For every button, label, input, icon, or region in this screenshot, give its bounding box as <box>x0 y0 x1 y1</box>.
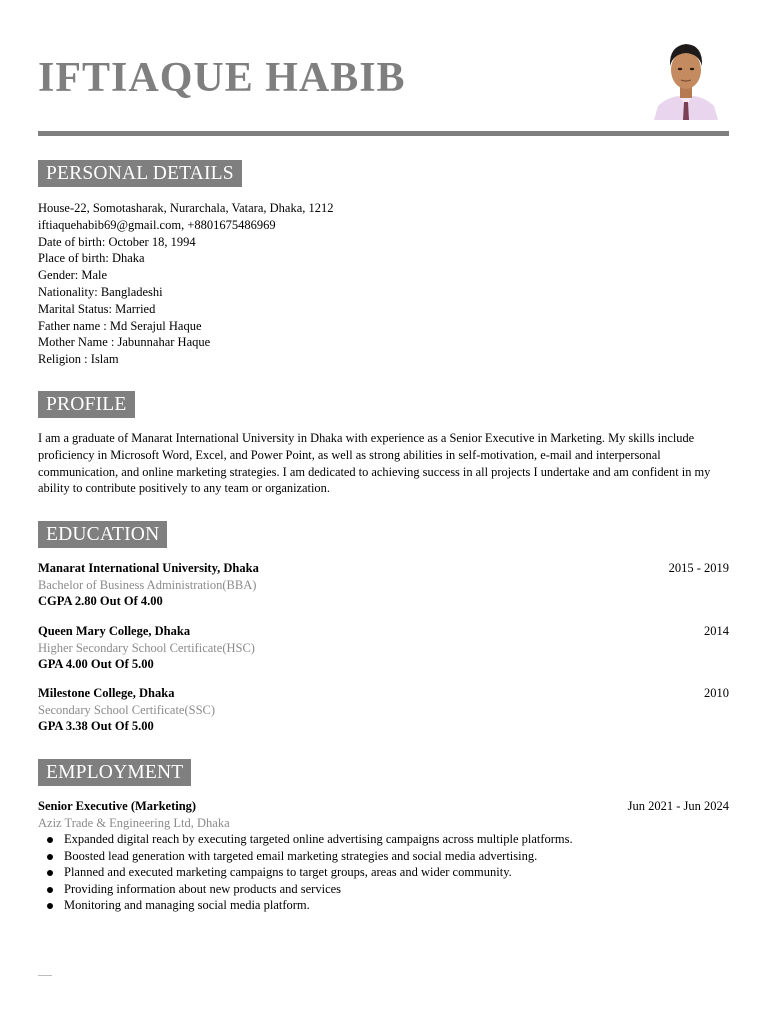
education-school: Manarat International University, Dhaka <box>38 561 259 575</box>
gender-line: Gender: Male <box>38 268 108 283</box>
section-heading-profile: PROFILE <box>38 391 135 418</box>
duty-text: Providing information about new products and services <box>64 881 342 896</box>
place-of-birth-line: Place of birth: Dhaka <box>38 251 145 266</box>
education-grade: GPA 3.38 Out Of 5.00 <box>38 719 154 733</box>
bullet-icon <box>47 887 53 893</box>
duty-text: Boosted lead generation with targeted email marketing strategies and social media advertising. <box>64 848 538 863</box>
duty-text: Expanded digital reach by executing targeted online advertising campaigns across multiple platforms. <box>64 832 573 846</box>
education-grade: GPA 4.00 Out Of 5.00 <box>38 657 154 671</box>
education-years: 2010 <box>704 686 729 700</box>
list-item <box>38 864 729 881</box>
bullet-icon <box>47 870 53 876</box>
candidate-name: IFTIAQUE HABIB <box>38 55 406 101</box>
list-item <box>38 848 729 865</box>
education-school: Milestone College, Dhaka <box>38 686 175 700</box>
profile-summary: I am a graduate of Manarat International University in Dhaka with experience as a Senior Executive in Marketing. My skills include proficiency in Microsoft Word, Excel, and Power Point, as well as strong abilities in self-motivation, e-mail and interpersonal communication, and online marketing strategies. I am dedicated to achieving success in all projects I undertake and am confident in my ability to contribute positively to any team or organization. <box>38 431 711 496</box>
education-entry <box>38 623 729 673</box>
footer-mark <box>38 975 52 976</box>
father-name-line: Father name : Md Serajul Haque <box>38 318 202 333</box>
nationality-line: Nationality: Bangladeshi <box>38 284 163 299</box>
contact-line: iftiaquehabib69@gmail.com, +8801675486969 <box>38 217 276 232</box>
employment-entry <box>38 798 729 914</box>
education-degree: Higher Secondary School Certificate(HSC) <box>38 640 255 655</box>
date-of-birth-line: Date of birth: October 18, 1994 <box>38 234 196 249</box>
company-name: Aziz Trade & Engineering Ltd, Dhaka <box>38 815 230 830</box>
education-school: Queen Mary College, Dhaka <box>38 624 191 638</box>
bullet-icon <box>47 854 53 860</box>
section-heading-education: EDUCATION <box>38 521 167 548</box>
education-degree: Bachelor of Business Administration(BBA) <box>38 577 257 592</box>
list-item <box>38 897 729 914</box>
duty-text: Monitoring and managing social media platform. <box>64 898 310 912</box>
address-line: House-22, Somotasharak, Nurarchala, Vatara, Dhaka, 1212 <box>38 201 334 215</box>
marital-status-line: Marital Status: Married <box>38 301 156 316</box>
education-grade: CGPA 2.80 Out Of 4.00 <box>38 594 163 608</box>
bullet-icon <box>47 903 53 909</box>
education-years: 2014 <box>704 624 729 638</box>
list-item <box>38 831 729 848</box>
job-duties-list <box>38 831 729 914</box>
education-degree: Secondary School Certificate(SSC) <box>38 702 216 717</box>
duty-text: Planned and executed marketing campaigns to target groups, areas and wider community. <box>64 865 512 879</box>
list-item <box>38 881 729 898</box>
header-divider <box>38 131 729 136</box>
mother-name-line: Mother Name : Jabunnahar Haque <box>38 335 211 350</box>
job-title: Senior Executive (Marketing) <box>38 799 197 813</box>
bullet-icon <box>47 837 53 843</box>
profile-photo <box>652 36 720 120</box>
education-entry <box>38 560 729 610</box>
education-entry <box>38 685 729 735</box>
personal-details-list <box>38 200 729 368</box>
religion-line: Religion : Islam <box>38 352 119 367</box>
section-heading-personal-details: PERSONAL DETAILS <box>38 160 242 187</box>
job-dates: Jun 2021 - Jun 2024 <box>627 799 729 813</box>
education-years: 2015 - 2019 <box>668 561 729 575</box>
section-heading-employment: EMPLOYMENT <box>38 759 191 786</box>
